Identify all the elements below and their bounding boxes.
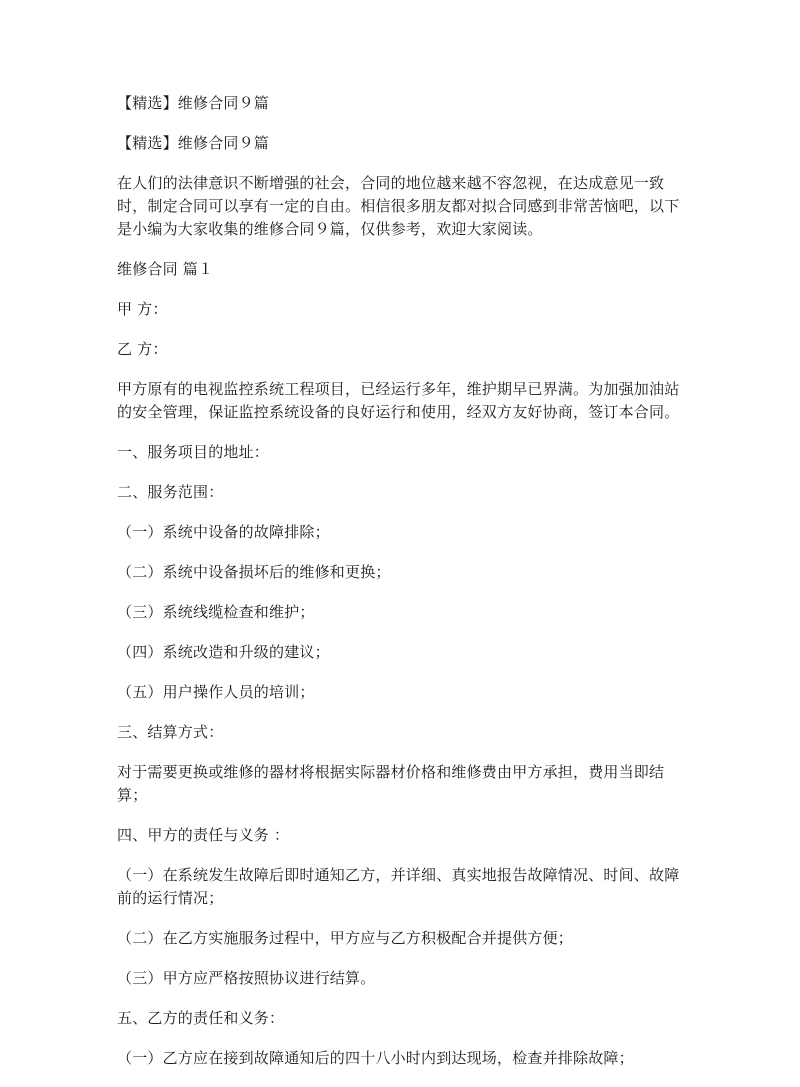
clause-item: （二）系统中设备损坏后的维修和更换； (117, 563, 391, 581)
document-heading: 【精选】维修合同９篇 (117, 134, 270, 152)
clause-item: （一）在系统发生故障后即时通知乙方，并详细、真实地报告故障情况、时间、故障前的运行情况； (117, 866, 680, 907)
document-body (117, 92, 687, 1087)
document-title: 【精选】维修合同９篇 (117, 94, 270, 112)
party-a-line: 甲 方： (117, 300, 168, 318)
clause-heading: 四、甲方的责任与义务 ： (117, 826, 290, 844)
clause-item: （三）系统线缆检查和维护； (117, 603, 315, 621)
clause-item: （五）用户操作人员的培训； (117, 683, 315, 701)
party-b-line: 乙 方： (117, 340, 168, 358)
contract-section-title: 维修合同 篇１ (117, 260, 214, 278)
clause-text: 对于需要更换或维修的器材将根据实际器材价格和维修费由甲方承担，费用当即结算； (117, 763, 665, 804)
clause-item: （二）在乙方实施服务过程中，甲方应与乙方积极配合并提供方便； (117, 929, 574, 947)
clause-heading: 二、服务范围： (117, 483, 224, 501)
clause-item: （四）系统改造和升级的建议； (117, 643, 330, 661)
intro-paragraph: 在人们的法律意识不断增强的社会，合同的地位越来越不容忽视，在达成意见一致时，制定合同可以享有一定的自由。相信很多朋友都对拟合同感到非常苦恼吧，以下是小编为大家收集的维修合同９篇，仅供参考，欢迎大家阅读。 (117, 174, 680, 238)
contract-preamble: 甲方原有的电视监控系统工程项目，已经运行多年，维护期早已界满。为加强加油站的安全管理，保证监控系统设备的良好运行和使用，经双方友好协商，签订本合同。 (117, 380, 680, 421)
clause-heading: 一、服务项目的地址： (117, 443, 270, 461)
clause-item: （一）系统中设备的故障排除； (117, 523, 330, 541)
clause-item: （一）乙方应在接到故障通知后的四十八小时内到达现场，检查并排除故障； (117, 1049, 634, 1067)
clause-heading: 五、乙方的责任和义务： (117, 1009, 285, 1027)
clause-heading: 三、结算方式： (117, 723, 224, 741)
clause-item: （三）甲方应严格按照协议进行结算。 (117, 969, 376, 987)
